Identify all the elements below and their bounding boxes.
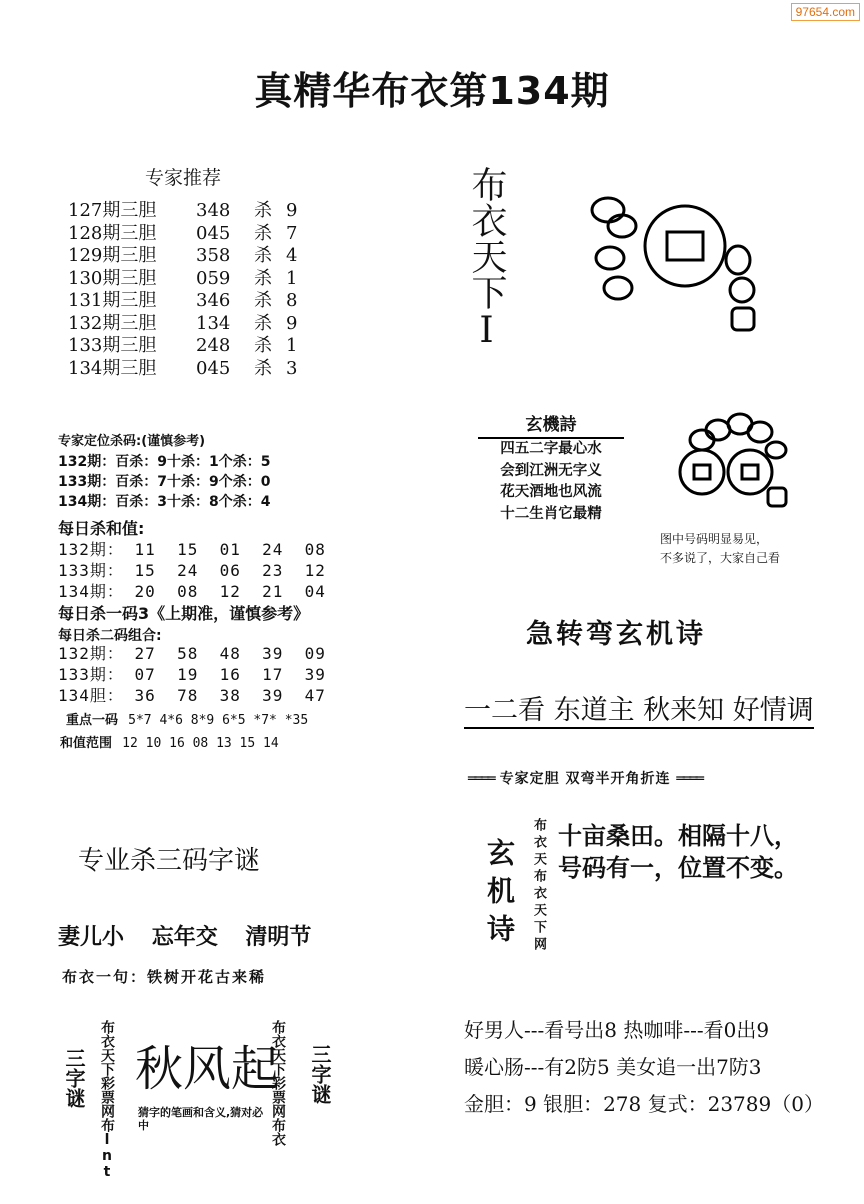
expert-recommend-nums: 248 [196, 335, 231, 356]
expert-recommend-period: 131期三胆 [68, 290, 157, 311]
expert-recommend-k: 1 [286, 335, 298, 356]
daily-kill-two-rows [58, 643, 326, 706]
expert-recommend-period: 130期三胆 [68, 267, 157, 289]
xuanji-line-2: 号码有一，位置不变。 [558, 854, 798, 882]
expert-recommend-period: 129期三胆 [68, 245, 157, 266]
expert-recommend-row [68, 358, 297, 381]
expert-recommend-nums: 059 [196, 267, 231, 289]
expert-recommend-period: 133期三胆 [68, 335, 157, 356]
expert-recommend-nums: 346 [196, 290, 231, 311]
expert-recommend-kill: 杀 [254, 335, 272, 356]
xuanji-poem-box [478, 410, 624, 525]
poem-line: 会到江洲无字义 [500, 462, 602, 479]
riddle-left-side: 三字谜 [62, 1048, 86, 1108]
sum-range-row [60, 732, 279, 751]
riddle-center-note: 猜字的笔画和含义,猜对必中 [138, 1106, 264, 1132]
key-one-value: 5*7 4*6 8*9 6*5 *7* *35 [128, 713, 309, 728]
xuanji-vertical-site: 布衣天布衣天下网 [531, 818, 546, 954]
poem-lines [478, 439, 624, 525]
poem-line: 四五二字最心水 [500, 441, 602, 457]
sum-range-label: 和值范围 [60, 736, 113, 751]
expert-recommend-period: 134期三胆 [68, 357, 157, 379]
expert-recommend-kill: 杀 [254, 357, 272, 379]
riddle-word-3: 清明节 [245, 925, 312, 950]
expert-recommend-kill: 杀 [254, 312, 272, 334]
expert-recommend-nums: 045 [196, 357, 231, 379]
picture-caption [660, 530, 780, 568]
expert-recommend-kill: 杀 [254, 267, 272, 289]
tip-line-3: 金胆：9 银胆：278 复式：23789（0） [464, 1092, 824, 1116]
key-one-label: 重点一码 [66, 713, 119, 728]
site-watermark: 97654.com [791, 3, 860, 21]
expert-recommend-period: 132期三胆 [68, 312, 157, 334]
riddle-right-vertical: 布衣天下彩票网布衣 [270, 1020, 286, 1146]
poem-line: 花天酒地也风流 [500, 484, 602, 500]
daily-kill-two-row: 133期： 07 19 16 17 39 [58, 665, 326, 684]
riddle-left-vertical: 布衣天下彩票网布lnt [99, 1020, 115, 1180]
riddle-word-2: 忘年交 [151, 925, 218, 950]
daily-sum-row: 134期： 20 08 12 21 04 [58, 582, 326, 601]
picture-caption-line-1: 图中号码明显易见， [660, 532, 769, 546]
expert-recommend-row [68, 200, 297, 223]
position-kill-heading: 专家定位杀码:(谨慎参考) [58, 434, 206, 449]
daily-sum-heading: 每日杀和值: [58, 519, 145, 538]
xuanji-side-label: 玄机诗 [483, 838, 516, 952]
page-title: 真精华布衣第134期 [254, 69, 610, 113]
expert-recommend-row [68, 313, 297, 336]
expert-recommend-row [68, 223, 297, 246]
daily-kill-two-heading: 每日杀二码组合: [58, 628, 162, 644]
position-kill-rows [58, 452, 270, 512]
expert-recommend-nums: 134 [196, 312, 231, 334]
position-kill-block [58, 432, 270, 512]
daily-kill-one: 每日杀一码3《上期准，谨慎参考》 [58, 604, 310, 623]
riddle-word-1: 妻儿小 [58, 925, 125, 950]
expert-recommend-kill: 杀 [254, 245, 272, 266]
expert-recommend-row [68, 335, 297, 358]
turn-poem-line: 一二看 东道主 秋来知 好情调 [464, 688, 814, 729]
expert-recommend-kill: 杀 [254, 222, 272, 244]
expert-recommend-nums: 045 [196, 222, 231, 244]
expert-recommend-row [68, 245, 297, 268]
expert-dan-text: 专家定胆 双弯半开角折连 [499, 771, 671, 787]
position-kill-row: 133期：百杀：7十杀：9个杀：0 [58, 474, 271, 490]
xuanji-lines [558, 820, 798, 884]
daily-kill-two-row: 134胆： 36 78 38 39 47 [58, 686, 326, 705]
daily-sum-row: 132期： 11 15 01 24 08 [58, 540, 326, 559]
daily-kill-two-row: 132期： 27 58 48 39 09 [58, 644, 326, 663]
coin-drawing-bottom [662, 410, 812, 520]
expert-recommend-row [68, 290, 297, 313]
daily-sum-row: 133期： 15 24 06 23 12 [58, 561, 326, 580]
key-one-row [66, 709, 308, 728]
sum-range-value: 12 10 16 08 13 15 14 [122, 736, 279, 751]
expert-recommend-k: 1 [286, 267, 298, 289]
dash-right: ════ [676, 771, 703, 787]
poem-heading: 玄機詩 [478, 410, 624, 439]
picture-caption-line-2: 不多说了，大家自己看 [660, 551, 781, 565]
coin-drawing-top [582, 180, 782, 350]
expert-recommend-kill: 杀 [254, 200, 272, 221]
riddle-one-line: 布衣一句：铁树开花古来稀 [62, 968, 267, 986]
expert-recommend-list [68, 200, 297, 380]
dash-left: ════ [468, 771, 494, 787]
tips-block [464, 1012, 824, 1123]
poem-line: 十二生肖它最精 [500, 505, 602, 522]
expert-recommend-k: 3 [286, 357, 298, 379]
riddle-right-side: 三字谜 [308, 1044, 332, 1104]
position-kill-row: 132期：百杀：9十杀：1个杀：5 [58, 454, 271, 470]
riddle-heading: 专业杀三码字谜 [78, 846, 261, 876]
expert-recommend-nums: 348 [196, 200, 231, 221]
turn-poem-heading: 急转弯玄机诗 [526, 619, 706, 650]
expert-dan-line [468, 768, 702, 788]
daily-sum-rows [58, 539, 326, 602]
expert-recommend-k: 9 [286, 200, 298, 221]
expert-recommend-k: 9 [286, 312, 298, 334]
expert-recommend-period: 128期三胆 [68, 222, 157, 244]
expert-recommend-k: 8 [286, 290, 298, 311]
expert-recommend-period: 127期三胆 [68, 200, 157, 221]
xuanji-line-1: 十亩桑田。相隔十八， [558, 822, 798, 850]
buyi-vertical-title: 布衣天下I [466, 166, 507, 351]
tip-line-2: 暖心肠---有2防5 美女追一出7防3 [464, 1055, 762, 1079]
expert-recommend-row [68, 268, 297, 291]
expert-recommend-nums: 358 [196, 245, 231, 266]
expert-recommend-kill: 杀 [254, 290, 272, 311]
riddle-words [58, 920, 331, 951]
riddle-center: 秋风起 [135, 1041, 280, 1097]
expert-recommend-k: 4 [286, 245, 298, 266]
position-kill-row: 134期：百杀：3十杀：8个杀：4 [58, 494, 271, 510]
expert-recommend-k: 7 [286, 222, 298, 244]
expert-recommend-heading: 专家推荐 [145, 167, 222, 189]
tip-line-1: 好男人---看号出8 热咖啡---看0出9 [464, 1018, 770, 1042]
